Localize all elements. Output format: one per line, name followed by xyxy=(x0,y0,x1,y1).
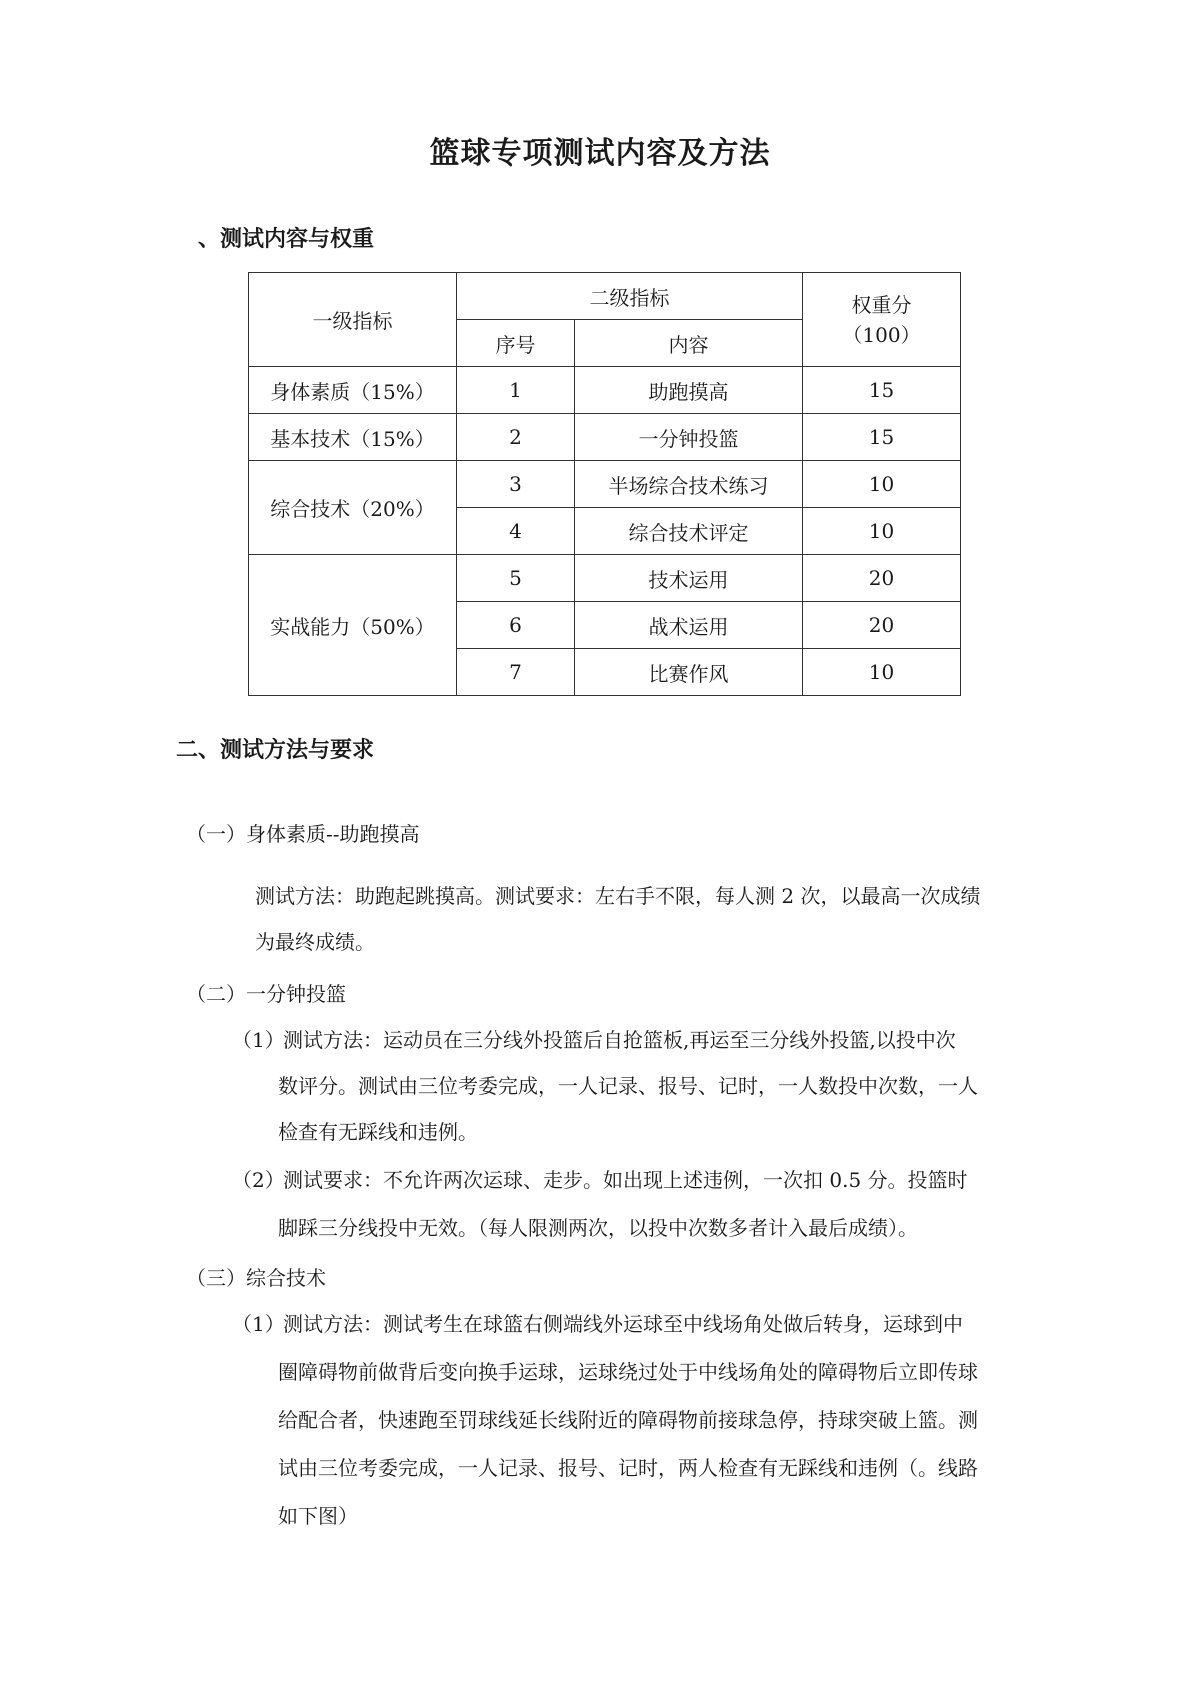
cell-number: 6 xyxy=(457,602,575,649)
header-number: 序号 xyxy=(457,320,575,367)
cell-number: 7 xyxy=(457,649,575,696)
paragraph-line: 为最终成绩。 xyxy=(255,930,375,954)
table-row xyxy=(249,414,961,461)
cell-content: 一分钟投篮 xyxy=(575,414,803,461)
cell-number: 1 xyxy=(457,367,575,414)
paragraph-line: 测试方法：运动员在三分线外投篮后自抢篮板,再运至三分线外投篮,以投中次 xyxy=(283,1028,956,1052)
cell-content: 助跑摸高 xyxy=(575,367,803,414)
cell-weight: 20 xyxy=(803,602,961,649)
cell-primary: 实战能力（50%） xyxy=(249,555,457,696)
cell-number: 2 xyxy=(457,414,575,461)
cell-content: 技术运用 xyxy=(575,555,803,602)
subsection-heading-shooting: （二）一分钟投篮 xyxy=(186,982,346,1006)
paragraph-line: 给配合者，快速跑至罚球线延长线附近的障碍物前接球急停，持球突破上篮。测 xyxy=(278,1408,978,1432)
header-primary: 一级指标 xyxy=(249,273,457,367)
paragraph-line: 脚踩三分线投中无效。（每人限测两次，以投中次数多者计入最后成绩）。 xyxy=(278,1216,918,1240)
subsection-heading-physical: （一）身体素质--助跑摸高 xyxy=(186,822,420,846)
item-label: （1） xyxy=(232,1028,285,1052)
cell-weight: 10 xyxy=(803,649,961,696)
cell-number: 4 xyxy=(457,508,575,555)
table-row xyxy=(249,461,961,508)
paragraph-line: 测试方法：测试考生在球篮右侧端线外运球至中线场角处做后转身，运球到中 xyxy=(283,1312,963,1336)
cell-content: 战术运用 xyxy=(575,602,803,649)
cell-weight: 10 xyxy=(803,508,961,555)
item-label: （2） xyxy=(232,1168,285,1192)
table-header-row xyxy=(249,273,961,320)
table-row xyxy=(249,367,961,414)
cell-primary: 基本技术（15%） xyxy=(249,414,457,461)
cell-weight: 15 xyxy=(803,414,961,461)
paragraph-line: 圈障碍物前做背后变向换手运球，运球绕过处于中线场角处的障碍物后立即传球 xyxy=(278,1360,978,1384)
header-weight xyxy=(803,273,961,367)
cell-content: 半场综合技术练习 xyxy=(575,461,803,508)
section-heading-content-weights: 、测试内容与权重 xyxy=(198,226,375,252)
cell-number: 5 xyxy=(457,555,575,602)
paragraph-line: 测试要求：不允许两次运球、走步。如出现上述违例，一次扣 0.5 分。投篮时 xyxy=(283,1168,968,1192)
cell-content: 比赛作风 xyxy=(575,649,803,696)
header-secondary: 二级指标 xyxy=(457,273,803,320)
cell-weight: 15 xyxy=(803,367,961,414)
section-heading-methods: 二、测试方法与要求 xyxy=(176,737,375,763)
header-content: 内容 xyxy=(575,320,803,367)
cell-primary: 身体素质（15%） xyxy=(249,367,457,414)
paragraph-line: 试由三位考委完成，一人记录、报号、记时，两人检查有无踩线和违例（。线路 xyxy=(278,1456,978,1480)
cell-number: 3 xyxy=(457,461,575,508)
paragraph-line: 检查有无踩线和违例。 xyxy=(278,1120,478,1144)
paragraph-line: 测试方法：助跑起跳摸高。测试要求：左右手不限，每人测 2 次，以最高一次成绩 xyxy=(255,884,981,908)
paragraph-line: 数评分。测试由三位考委完成，一人记录、报号、记时，一人数投中次数，一人 xyxy=(278,1074,978,1098)
item-label: （1） xyxy=(232,1312,285,1336)
cell-weight: 10 xyxy=(803,461,961,508)
page-title: 篮球专项测试内容及方法 xyxy=(429,136,771,171)
cell-primary: 综合技术（20%） xyxy=(249,461,457,555)
header-weight-line2: （100） xyxy=(842,322,921,347)
paragraph-line: 如下图） xyxy=(278,1504,358,1528)
weights-table xyxy=(248,272,961,696)
header-weight-line1: 权重分 xyxy=(851,292,912,317)
table-row xyxy=(249,555,961,602)
subsection-heading-combined: （三）综合技术 xyxy=(186,1266,326,1290)
cell-weight: 20 xyxy=(803,555,961,602)
cell-content: 综合技术评定 xyxy=(575,508,803,555)
